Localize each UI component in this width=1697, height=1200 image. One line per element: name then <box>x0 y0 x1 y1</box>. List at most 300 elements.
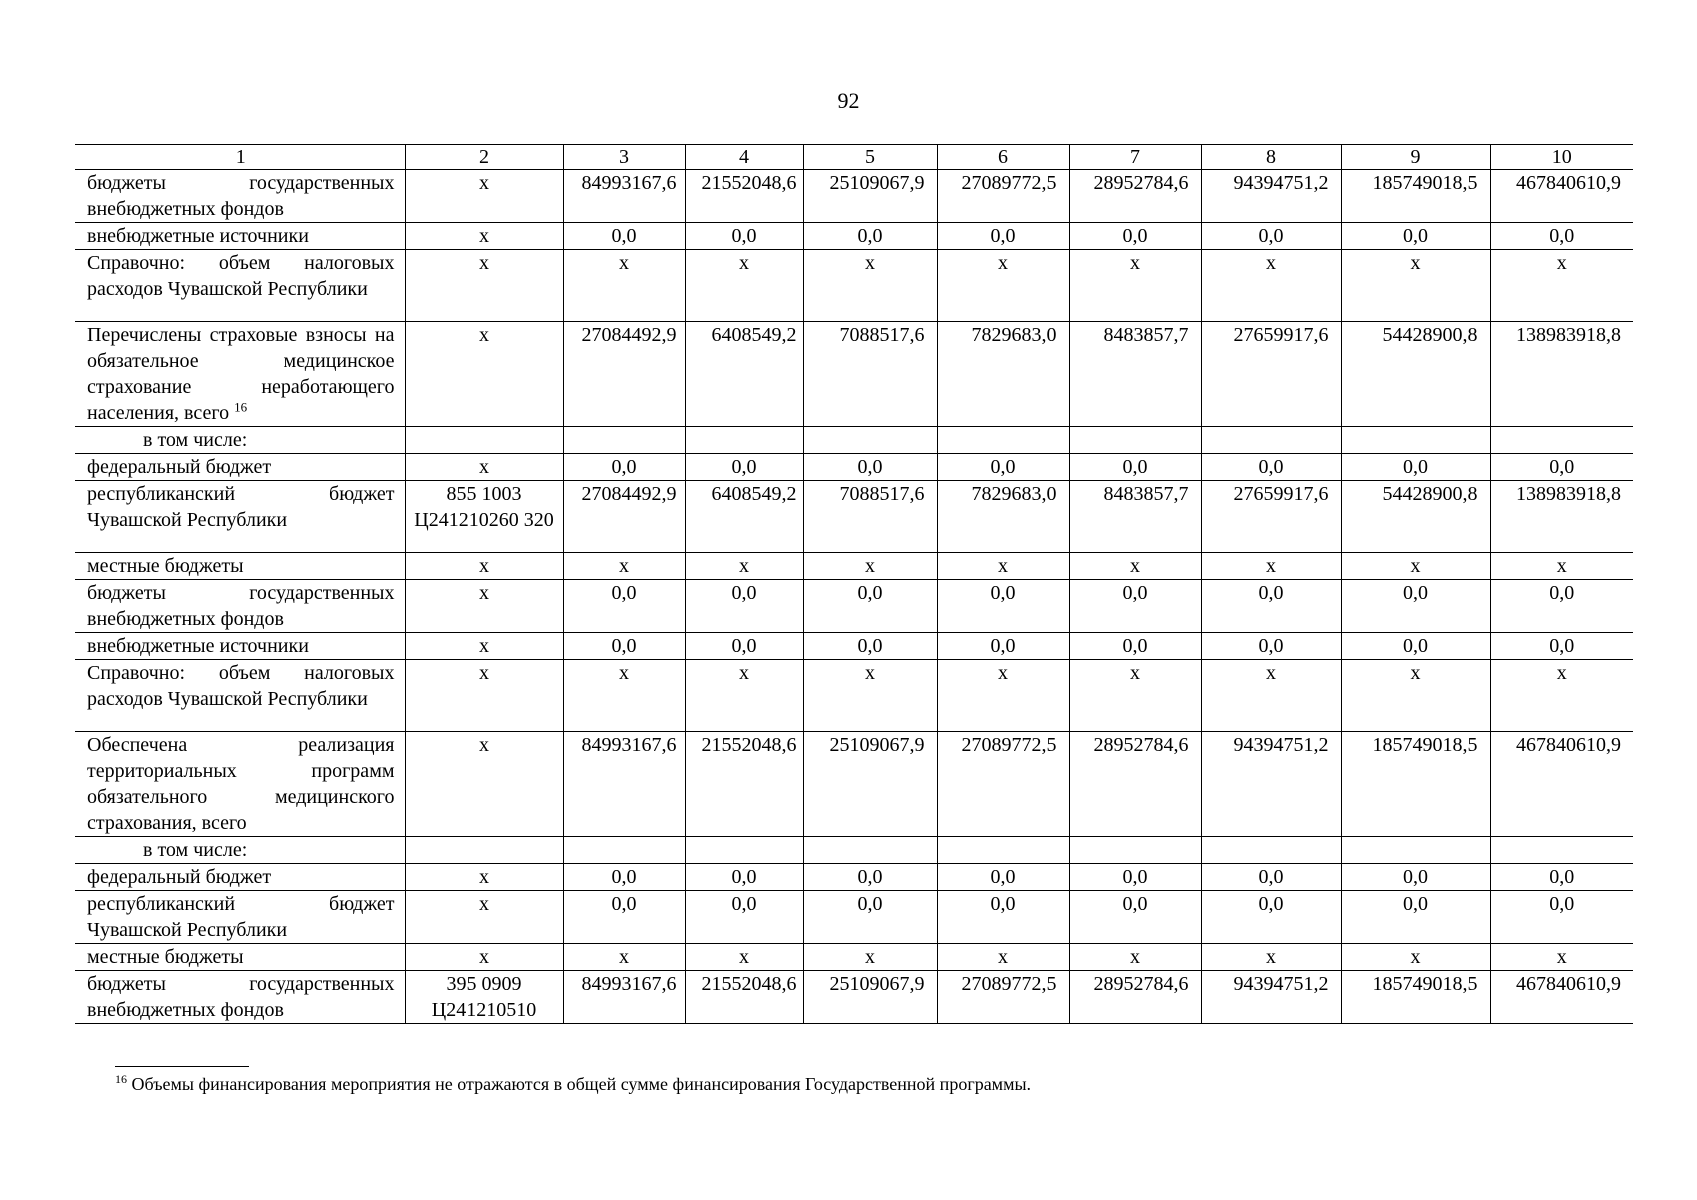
row-label-text: бюджеты государственных внебюджетных фондов <box>87 582 395 630</box>
row-label-text: бюджеты государственных внебюджетных фондов <box>87 172 395 220</box>
cell-text: 7829683,0 <box>971 324 1057 346</box>
value-cell <box>685 553 803 580</box>
value-cell <box>1490 837 1633 864</box>
value-cell <box>563 971 685 1024</box>
cell-text: x <box>619 555 629 577</box>
value-cell <box>563 891 685 944</box>
value-cell <box>1341 223 1490 250</box>
value-cell <box>1069 223 1201 250</box>
value-cell <box>937 553 1069 580</box>
value-cell <box>1201 481 1341 553</box>
cell-text: 395 0909 Ц241210510 <box>431 973 537 1021</box>
cell-text: 25109067,9 <box>829 973 925 995</box>
row-label-text: федеральный бюджет <box>87 866 272 888</box>
financing-table <box>75 144 1633 1024</box>
value-cell <box>803 660 937 732</box>
value-cell <box>563 633 685 660</box>
cell-text: 0,0 <box>1122 582 1148 604</box>
value-cell <box>685 250 803 322</box>
cell-text: x <box>479 635 489 657</box>
value-cell <box>1490 891 1633 944</box>
value-cell <box>937 250 1069 322</box>
row-label-text: местные бюджеты <box>87 555 244 577</box>
value-cell <box>937 864 1069 891</box>
value-cell <box>1201 864 1341 891</box>
cell-text: x <box>1266 946 1276 968</box>
budget-code-cell <box>405 481 563 553</box>
value-cell <box>1490 481 1633 553</box>
value-cell <box>1201 971 1341 1024</box>
value-cell <box>563 427 685 454</box>
row-label <box>75 223 405 250</box>
value-cell <box>563 944 685 971</box>
row-label-text: Справочно: объем налоговых расходов Чувашской Республики <box>87 252 395 300</box>
footnote-text: Объемы финансирования мероприятия не отражаются в общей сумме финансирования Государственной программы. <box>127 1074 1032 1094</box>
cell-text: 84993167,6 <box>581 734 677 756</box>
value-cell <box>1490 971 1633 1024</box>
row-label <box>75 864 405 891</box>
value-cell <box>803 553 937 580</box>
value-cell <box>937 481 1069 553</box>
row-label <box>75 454 405 481</box>
value-cell <box>937 427 1069 454</box>
cell-text: 0,0 <box>731 893 757 915</box>
footnote <box>115 1068 1031 1095</box>
value-cell <box>803 454 937 481</box>
value-cell <box>685 454 803 481</box>
cell-text: 0,0 <box>857 635 883 657</box>
budget-code-cell <box>405 170 563 223</box>
cell-text: x <box>998 946 1008 968</box>
value-cell <box>803 864 937 891</box>
cell-text: 25109067,9 <box>829 172 925 194</box>
value-cell <box>1069 454 1201 481</box>
column-number: 9 <box>1341 145 1490 170</box>
cell-text: 6408549,2 <box>711 324 797 346</box>
cell-text: x <box>865 946 875 968</box>
cell-text: 54428900,8 <box>1382 483 1478 505</box>
cell-text: 0,0 <box>857 456 883 478</box>
cell-text: 0,0 <box>857 866 883 888</box>
cell-text: 0,0 <box>1122 866 1148 888</box>
cell-text: 0,0 <box>1258 225 1284 247</box>
value-cell <box>685 837 803 864</box>
row-label-text: Обеспечена реализация территориальных программ обязательного медицинского страхования, всего <box>87 734 395 834</box>
value-cell <box>1490 322 1633 427</box>
row-label-text: республиканский бюджет Чувашской Республики <box>87 483 395 531</box>
value-cell <box>1341 580 1490 633</box>
cell-text: 21552048,6 <box>701 172 797 194</box>
value-cell <box>803 944 937 971</box>
table-row <box>75 732 1633 837</box>
cell-text: 27084492,9 <box>581 324 677 346</box>
row-label <box>75 732 405 837</box>
row-label-text: республиканский бюджет Чувашской Республики <box>87 893 395 941</box>
value-cell <box>1201 633 1341 660</box>
value-cell <box>1069 250 1201 322</box>
cell-text: x <box>479 252 489 274</box>
value-cell <box>937 732 1069 837</box>
cell-text: 0,0 <box>1403 582 1428 604</box>
budget-code-cell <box>405 864 563 891</box>
cell-text: 0,0 <box>731 456 757 478</box>
value-cell <box>1490 223 1633 250</box>
row-label <box>75 170 405 223</box>
value-cell <box>563 660 685 732</box>
cell-text: 0,0 <box>611 456 637 478</box>
value-cell <box>937 837 1069 864</box>
cell-text: 0,0 <box>1403 635 1428 657</box>
value-cell <box>685 481 803 553</box>
cell-text: 7829683,0 <box>971 483 1057 505</box>
cell-text: 0,0 <box>611 582 637 604</box>
table-row <box>75 944 1633 971</box>
value-cell <box>1069 864 1201 891</box>
cell-text: 27659917,6 <box>1233 324 1329 346</box>
cell-text: 0,0 <box>1258 893 1284 915</box>
value-cell <box>1069 170 1201 223</box>
value-cell <box>685 891 803 944</box>
value-cell <box>803 732 937 837</box>
cell-text: x <box>479 946 489 968</box>
value-cell <box>1069 481 1201 553</box>
budget-code-cell <box>405 971 563 1024</box>
value-cell <box>1201 250 1341 322</box>
value-cell <box>937 454 1069 481</box>
column-number: 3 <box>563 145 685 170</box>
cell-text: x <box>479 582 489 604</box>
budget-code-cell <box>405 223 563 250</box>
value-cell <box>1069 427 1201 454</box>
cell-text: x <box>865 662 875 684</box>
row-label <box>75 553 405 580</box>
cell-text: x <box>1130 662 1140 684</box>
table-body <box>75 145 1633 1024</box>
column-number: 1 <box>75 145 405 170</box>
cell-text: x <box>1266 662 1276 684</box>
value-cell <box>937 944 1069 971</box>
cell-text: 467840610,9 <box>1516 172 1621 194</box>
footnote-ref: 16 <box>234 399 248 415</box>
value-cell <box>803 837 937 864</box>
value-cell <box>1069 633 1201 660</box>
value-cell <box>1341 250 1490 322</box>
cell-text: x <box>1410 555 1421 577</box>
cell-text: x <box>739 252 749 274</box>
value-cell <box>685 660 803 732</box>
budget-code-cell <box>405 837 563 864</box>
footnote-separator <box>115 1066 249 1067</box>
cell-text: 84993167,6 <box>581 973 677 995</box>
value-cell <box>937 170 1069 223</box>
cell-text: x <box>619 946 629 968</box>
value-cell <box>1341 891 1490 944</box>
value-cell <box>563 732 685 837</box>
value-cell <box>563 454 685 481</box>
value-cell <box>685 580 803 633</box>
cell-text: 138983918,8 <box>1516 324 1621 346</box>
cell-text: 0,0 <box>1549 866 1575 888</box>
cell-text: 0,0 <box>857 582 883 604</box>
table-row <box>75 864 1633 891</box>
value-cell <box>1490 732 1633 837</box>
value-cell <box>563 481 685 553</box>
cell-text: 8483857,7 <box>1103 483 1189 505</box>
cell-text: x <box>1266 555 1276 577</box>
value-cell <box>1069 580 1201 633</box>
cell-text: x <box>865 555 875 577</box>
cell-text: x <box>1410 946 1421 968</box>
value-cell <box>937 660 1069 732</box>
row-label <box>75 944 405 971</box>
budget-code-cell <box>405 322 563 427</box>
cell-text: x <box>479 172 489 194</box>
value-cell <box>1201 553 1341 580</box>
cell-text: x <box>998 662 1008 684</box>
cell-text: x <box>479 456 489 478</box>
table-row <box>75 837 1633 864</box>
value-cell <box>1201 660 1341 732</box>
table-row <box>75 633 1633 660</box>
cell-text: 0,0 <box>731 866 757 888</box>
table-row <box>75 971 1633 1024</box>
cell-text: 138983918,8 <box>1516 483 1621 505</box>
table-header-row <box>75 145 1633 170</box>
page-number: 92 <box>837 88 860 113</box>
cell-text: x <box>1556 662 1567 684</box>
cell-text: 0,0 <box>1403 893 1428 915</box>
footnote-marker: 16 <box>115 1072 127 1086</box>
cell-text: 0,0 <box>611 866 637 888</box>
cell-text: x <box>479 893 489 915</box>
row-label <box>75 427 405 454</box>
column-number: 2 <box>405 145 563 170</box>
cell-text: 0,0 <box>1258 456 1284 478</box>
cell-text: 0,0 <box>1122 456 1148 478</box>
value-cell <box>1341 322 1490 427</box>
value-cell <box>563 553 685 580</box>
cell-text: 27659917,6 <box>1233 483 1329 505</box>
cell-text: x <box>1410 662 1421 684</box>
column-number: 5 <box>803 145 937 170</box>
value-cell <box>563 322 685 427</box>
row-label-text: внебюджетные источники <box>87 635 309 657</box>
value-cell <box>1201 944 1341 971</box>
value-cell <box>685 864 803 891</box>
value-cell <box>685 170 803 223</box>
cell-text: 0,0 <box>990 635 1016 657</box>
value-cell <box>1341 170 1490 223</box>
row-label <box>75 322 405 427</box>
cell-text: 855 1003 Ц241210260 320 <box>414 483 554 531</box>
cell-text: 27089772,5 <box>961 973 1057 995</box>
cell-text: 0,0 <box>1122 635 1148 657</box>
value-cell <box>563 580 685 633</box>
value-cell <box>1490 553 1633 580</box>
cell-text: 0,0 <box>990 456 1016 478</box>
cell-text: 8483857,7 <box>1103 324 1189 346</box>
value-cell <box>563 250 685 322</box>
value-cell <box>1069 944 1201 971</box>
budget-code-cell <box>405 250 563 322</box>
cell-text: 0,0 <box>1122 225 1148 247</box>
value-cell <box>1201 837 1341 864</box>
value-cell <box>1490 170 1633 223</box>
value-cell <box>803 322 937 427</box>
cell-text: 0,0 <box>857 893 883 915</box>
value-cell <box>803 223 937 250</box>
row-label <box>75 837 405 864</box>
row-label-text: федеральный бюджет <box>87 456 272 478</box>
value-cell <box>803 250 937 322</box>
cell-text: 467840610,9 <box>1516 734 1621 756</box>
budget-code-cell <box>405 553 563 580</box>
value-cell <box>1490 944 1633 971</box>
value-cell <box>803 170 937 223</box>
value-cell <box>1341 553 1490 580</box>
cell-text: 185749018,5 <box>1372 734 1478 756</box>
cell-text: 0,0 <box>611 893 637 915</box>
value-cell <box>685 971 803 1024</box>
table-row <box>75 427 1633 454</box>
value-cell <box>685 427 803 454</box>
column-number: 4 <box>685 145 803 170</box>
cell-text: 7088517,6 <box>839 483 925 505</box>
table-row <box>75 891 1633 944</box>
cell-text: x <box>739 946 749 968</box>
cell-text: 0,0 <box>731 582 757 604</box>
cell-text: x <box>1556 252 1567 274</box>
cell-text: 0,0 <box>1122 893 1148 915</box>
table-row <box>75 250 1633 322</box>
value-cell <box>1490 660 1633 732</box>
cell-text: 0,0 <box>731 225 757 247</box>
cell-text: 0,0 <box>1258 866 1284 888</box>
table-row <box>75 580 1633 633</box>
table-row <box>75 322 1633 427</box>
cell-text: 467840610,9 <box>1516 973 1621 995</box>
budget-code-cell <box>405 427 563 454</box>
cell-text: 27089772,5 <box>961 172 1057 194</box>
cell-text: 0,0 <box>1403 866 1428 888</box>
value-cell <box>937 322 1069 427</box>
value-cell <box>937 580 1069 633</box>
value-cell <box>1201 580 1341 633</box>
value-cell <box>803 481 937 553</box>
row-label <box>75 481 405 553</box>
value-cell <box>1341 633 1490 660</box>
cell-text: x <box>1130 555 1140 577</box>
cell-text: 21552048,6 <box>701 973 797 995</box>
cell-text: 27089772,5 <box>961 734 1057 756</box>
value-cell <box>685 633 803 660</box>
row-label-text: внебюджетные источники <box>87 225 309 247</box>
cell-text: 0,0 <box>990 582 1016 604</box>
cell-text: 0,0 <box>1258 582 1284 604</box>
cell-text: 0,0 <box>1258 635 1284 657</box>
cell-text: 7088517,6 <box>839 324 925 346</box>
value-cell <box>803 427 937 454</box>
table-row <box>75 170 1633 223</box>
value-cell <box>937 891 1069 944</box>
table-row <box>75 660 1633 732</box>
value-cell <box>1069 837 1201 864</box>
cell-text: 0,0 <box>857 225 883 247</box>
cell-text: 0,0 <box>1549 456 1575 478</box>
budget-code-cell <box>405 454 563 481</box>
cell-text: x <box>1130 252 1140 274</box>
value-cell <box>1201 454 1341 481</box>
cell-text: 0,0 <box>611 635 637 657</box>
cell-text: 0,0 <box>1549 635 1575 657</box>
table-row <box>75 481 1633 553</box>
cell-text: 27084492,9 <box>581 483 677 505</box>
value-cell <box>1341 837 1490 864</box>
row-label <box>75 891 405 944</box>
value-cell <box>1069 891 1201 944</box>
row-label-text: Справочно: объем налоговых расходов Чувашской Республики <box>87 662 395 710</box>
cell-text: x <box>1410 252 1421 274</box>
value-cell <box>1341 732 1490 837</box>
column-number: 6 <box>937 145 1069 170</box>
cell-text: x <box>619 252 629 274</box>
cell-text: 94394751,2 <box>1233 734 1329 756</box>
column-number: 10 <box>1490 145 1633 170</box>
row-label <box>75 250 405 322</box>
cell-text: x <box>479 866 489 888</box>
value-cell <box>1341 427 1490 454</box>
cell-text: x <box>998 555 1008 577</box>
value-cell <box>1490 580 1633 633</box>
row-label-text: бюджеты государственных внебюджетных фондов <box>87 973 395 1021</box>
cell-text: x <box>479 225 489 247</box>
value-cell <box>1341 971 1490 1024</box>
cell-text: 21552048,6 <box>701 734 797 756</box>
row-label <box>75 971 405 1024</box>
value-cell <box>563 170 685 223</box>
row-label <box>75 660 405 732</box>
cell-text: 0,0 <box>1403 225 1428 247</box>
value-cell <box>1341 660 1490 732</box>
cell-text: 6408549,2 <box>711 483 797 505</box>
cell-text: 28952784,6 <box>1093 973 1189 995</box>
value-cell <box>1069 322 1201 427</box>
value-cell <box>1490 454 1633 481</box>
budget-code-cell <box>405 580 563 633</box>
budget-code-cell <box>405 944 563 971</box>
cell-text: x <box>865 252 875 274</box>
value-cell <box>1201 223 1341 250</box>
value-cell <box>1490 633 1633 660</box>
value-cell <box>1201 732 1341 837</box>
cell-text: 54428900,8 <box>1382 324 1478 346</box>
cell-text: 0,0 <box>731 635 757 657</box>
table-row <box>75 223 1633 250</box>
value-cell <box>1069 660 1201 732</box>
value-cell <box>563 864 685 891</box>
row-label-text: местные бюджеты <box>87 946 244 968</box>
value-cell <box>803 891 937 944</box>
budget-code-cell <box>405 732 563 837</box>
cell-text: x <box>479 734 489 756</box>
value-cell <box>1201 891 1341 944</box>
table-row <box>75 454 1633 481</box>
value-cell <box>685 322 803 427</box>
cell-text: x <box>1556 946 1567 968</box>
cell-text: 0,0 <box>990 893 1016 915</box>
value-cell <box>803 633 937 660</box>
column-number: 7 <box>1069 145 1201 170</box>
